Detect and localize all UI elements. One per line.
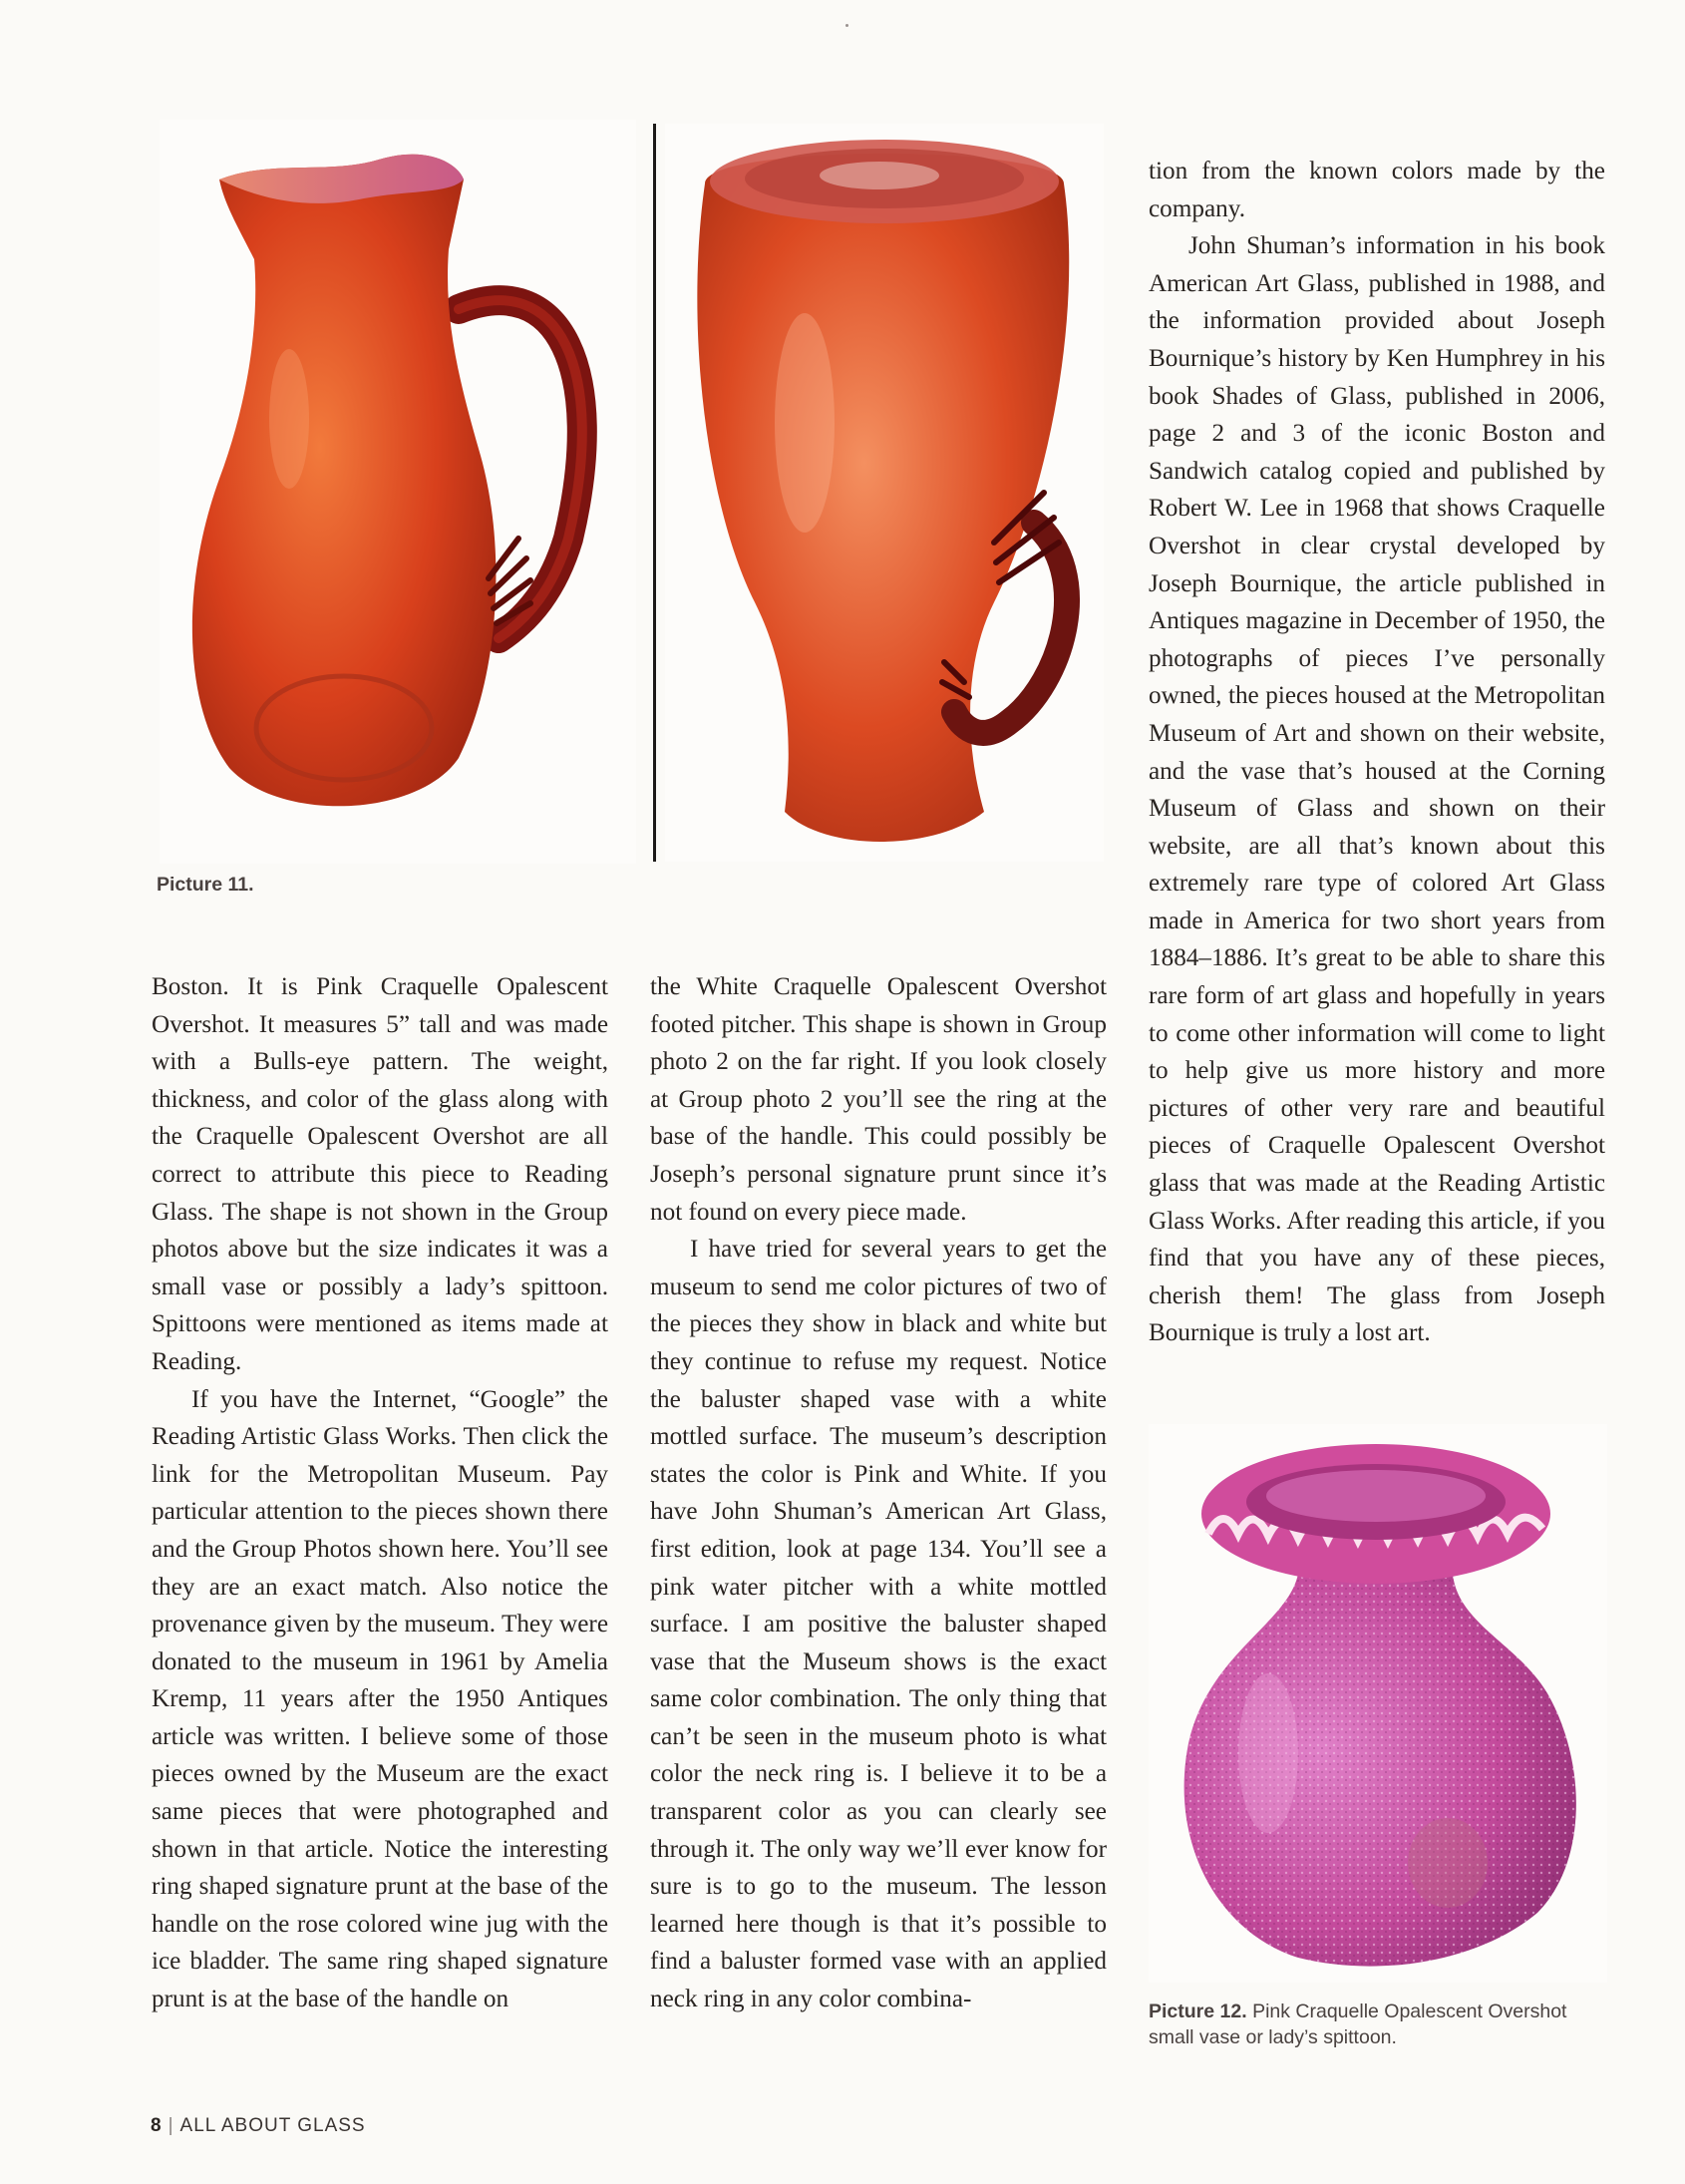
picture12-vase-photo (1149, 1424, 1607, 1983)
page-number: 8 (151, 2115, 163, 2136)
left-paragraph-1: Boston. It is Pink Craquelle Opalescent Overshot. It measures 5” tall and was made with a Bulls-eye pattern. The weight, thickness, and color of the glass along with the Craquelle Opalescent Overshot are all correct to attribute this piece to Reading Glass. The shape is not shown in the Group photos above but the size indicates it was a small vase or possibly a lady’s spittoon. Spittoons were mentioned as items made at Reading. (152, 973, 608, 1375)
publication-name: ALL ABOUT GLASS (179, 2115, 366, 2136)
inverted-red-pitcher-icon (665, 124, 1104, 862)
picture12-caption-line2: small vase or lady’s spittoon. (1149, 2026, 1397, 2048)
article-column-right (1149, 153, 1605, 1352)
pink-craquelle-vase-icon (1149, 1424, 1607, 1983)
right-paragraph-2: John Shuman’s information in his book American Art Glass, published in 1988, and the information provided about Joseph Bournique’s history by Ken Humphrey in his book Shades of Glass, published in 2006, page 2 and 3 of the iconic Boston and Sandwich catalog copied and published by Robert W. Lee in 1968 that shows Craquelle Overshot in clear crystal developed by Joseph Bournique, the article published in Antiques magazine in December of 1950, the photographs of pieces I’ve personally owned, the pieces housed at the Metropolitan Museum of Art and shown on their website, and the vase that’s housed at the Corning Museum of Glass and shown on their website, are all that’s known about this extremely rare type of colored Art Glass made in America for two short years from 1884–1886. It’s great to be able to share this rare form of art glass and hopefully in years to come other information will come to light to help give us more history and more pictures of other very rare and beautiful pieces of Craquelle Opalescent Overshot glass that was made at the Reading Artistic Glass Works. After reading this article, if you find that you have any of these pieces, cherish them! The glass from Joseph Bournique is truly a lost art. (1149, 232, 1605, 1347)
picture11-pitcher-photo (160, 120, 636, 864)
page-footer (151, 2115, 366, 2137)
red-pitcher-icon (160, 120, 636, 864)
picture12-caption (1149, 1999, 1607, 2050)
middle-paragraph-2: I have tried for several years to get the museum to send me color pictures of two of the pieces they show in black and white but they continue to refuse my request. Notice the baluster shaped vase with a white mottled surface. The museum’s description states the color is Pink and White. If you have John Shuman’s American Art Glass, first edition, look at page 134. You’ll see a pink water pitcher with a white mottled surface. I am positive the baluster shaped vase that the Museum shows is the exact same color combination. The only thing that can’t be seen in the museum photo is what color the neck ring is. I believe it to be a transparent color as you can clearly see through it. The only way we’ll ever know for sure is to go to the museum. The lesson learned here though is that it’s possible to find a baluster formed vase with an applied neck ring in any color combina- (650, 1236, 1107, 2013)
article-column-middle (650, 968, 1107, 2018)
scan-dot (845, 24, 848, 27)
article-column-left (152, 968, 608, 2018)
photo-divider (653, 124, 656, 862)
picture12-caption-line1: Pink Craquelle Opalescent Overshot (1252, 2001, 1567, 2022)
right-paragraph-1: tion from the known colors made by the company. (1149, 158, 1605, 222)
picture11-caption: Picture 11. (157, 874, 254, 896)
footer-separator: | (168, 2115, 174, 2136)
picture12-caption-label: Picture 12. (1149, 2001, 1247, 2022)
left-paragraph-2: If you have the Internet, “Google” the Reading Artistic Glass Works. Then click the link for the Metropolitan Museum. Pay particular attention to the pieces shown there and the Group Photos shown here. You’ll see they are an exact match. Also notice the provenance given by the museum. They were donated to the museum in 1961 by Amelia Kremp, 11 years after the 1950 Antiques article was written. I believe some of those pieces owned by the Museum are the exact same pieces that were photographed and shown in that article. Notice the interesting ring shaped signature prunt at the base of the handle on the rose colored wine jug with the ice bladder. The same ring shaped signature prunt is at the base of the handle on (152, 1385, 608, 2013)
middle-paragraph-1: the White Craquelle Opalescent Overshot footed pitcher. This shape is shown in Group photo 2 on the far right. If you look closely at Group photo 2 you’ll see the ring at the base of the handle. This could possibly be Joseph’s personal signature prunt since it’s not found on every piece made. (650, 973, 1107, 1226)
picture11-inverted-photo (665, 124, 1104, 862)
